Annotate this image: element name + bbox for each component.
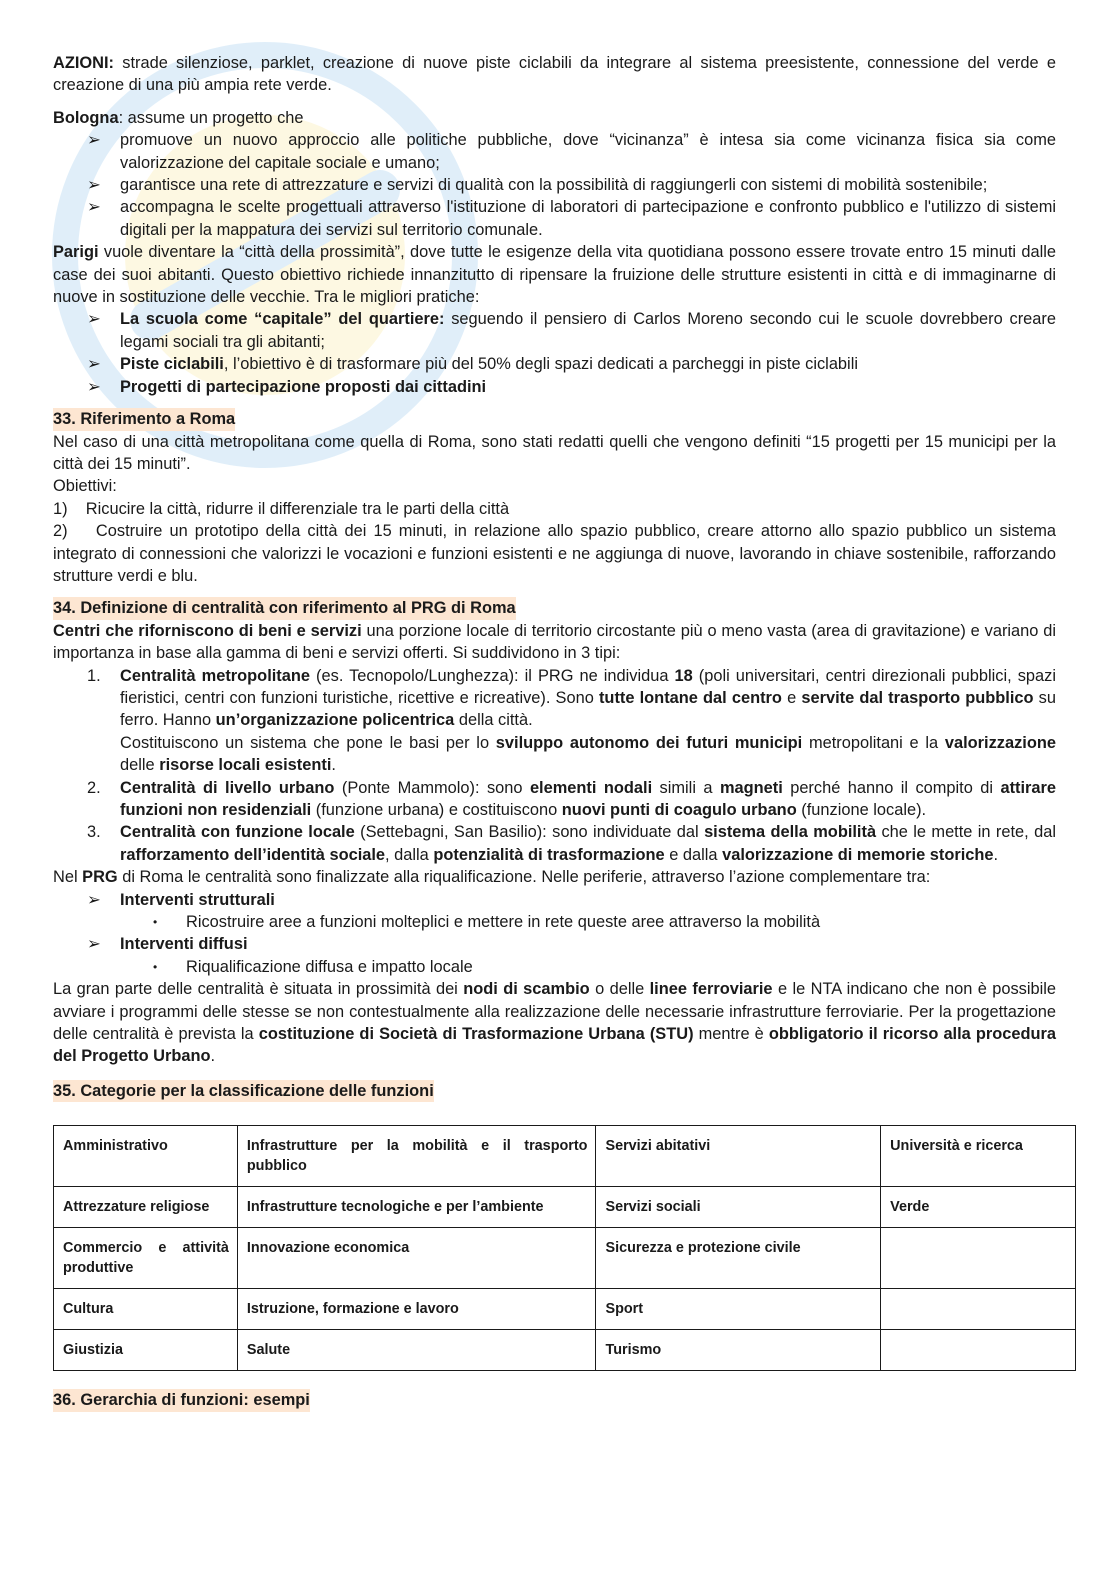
text: , dalla: [385, 845, 434, 864]
parigi-item-bold: Piste ciclabili: [120, 355, 224, 374]
bold-text: sviluppo autonomo dei futuri municipi: [495, 733, 803, 752]
parigi-text: vuole diventare la “città della prossimità”, dove tutte le esigenze della vita quotidiana possono essere trovate entro 15 minuti dalle case dei suoi abitanti. Questo obiettivo richiede innanzitutto di ripensare la fruizione delle strutture esistenti in città e di immaginarne di nuove in sostituzione delle vecchie. Tra le migliori pratiche:: [53, 243, 1056, 307]
bold-text: linee ferroviarie: [649, 980, 773, 999]
list-item: [53, 956, 1056, 978]
objective-text: Ricucire la città, ridurre il differenziale tra le parti della città: [85, 499, 510, 518]
stu-paragraph: [53, 978, 1056, 1068]
table-cell: Cultura: [54, 1289, 238, 1330]
list-item: [53, 376, 1056, 398]
list-item: [53, 196, 1056, 241]
bullet-icon: •: [153, 959, 158, 974]
bold-text: Centralità metropolitane: [120, 666, 311, 685]
text: (funzione urbana) e costituiscono: [311, 801, 562, 819]
text: (Settebagni, San Basilio): sono individuate dal: [354, 823, 705, 842]
table-row: [54, 1289, 1076, 1330]
bold-text: nodi di scambio: [463, 980, 590, 999]
interventi-sublist: [53, 911, 1056, 933]
section-34-heading-wrap: [53, 597, 1056, 619]
text: di Roma le centralità sono finalizzate alla riqualificazione. Nelle periferie, attraverso l’azione complementare tra:: [117, 868, 931, 887]
item-number: 1.: [87, 666, 101, 685]
bold-text: valorizzazione: [944, 733, 1056, 752]
arrow-icon: ➢: [87, 935, 101, 954]
table-cell: Sicurezza e protezione civile: [596, 1228, 881, 1289]
bold-text: sistema della mobilità: [704, 823, 877, 842]
categories-table: [53, 1125, 1076, 1371]
sec33-obiettivi-label: Obiettivi:: [53, 477, 117, 496]
text: (es. Tecnopolo/Lunghezza): il PRG ne individua: [310, 666, 675, 685]
item-number: 2.: [87, 778, 101, 797]
list-item: [53, 911, 1056, 933]
bullet-icon: •: [153, 915, 158, 930]
list-item: [53, 821, 1056, 866]
sec33-objective-2: [53, 520, 1056, 587]
parigi-list: [53, 308, 1056, 398]
table-cell: Attrezzature religiose: [54, 1187, 238, 1228]
section-35-heading: 35. Categorie per la classificazione delle funzioni: [53, 1080, 434, 1102]
bologna-list: [53, 129, 1056, 241]
parigi-item-bold: La scuola come “capitale” del quartiere:: [120, 310, 445, 329]
list-item: [53, 777, 1056, 822]
text: mentre è: [693, 1025, 769, 1044]
table-cell: [881, 1330, 1076, 1371]
table-cell: Servizi sociali: [596, 1187, 881, 1228]
bold-text: elementi nodali: [529, 778, 653, 797]
table-cell: Verde: [881, 1187, 1076, 1228]
bold-text: magneti: [719, 778, 783, 797]
interventi-label: Interventi diffusi: [120, 935, 248, 954]
item-number: 3.: [87, 823, 101, 842]
interventi-list: [53, 889, 1056, 911]
table-cell: Commercio e attività produttive: [54, 1228, 238, 1289]
arrow-icon: ➢: [87, 355, 101, 374]
table-cell: Sport: [596, 1289, 881, 1330]
objective-number: 2): [53, 522, 68, 541]
text: su ferro. Hanno: [120, 688, 1056, 730]
parigi-item-bold: Progetti di partecipazione proposti dai cittadini: [120, 377, 487, 396]
bold-text: Centralità con funzione locale: [120, 823, 355, 842]
bold-text: nuovi punti di coagulo urbano: [561, 801, 797, 819]
bold-text: obbligatorio il ricorso alla procedura del Progetto Urbano: [53, 1025, 1057, 1066]
table-cell: Servizi abitativi: [596, 1126, 881, 1187]
text: e le NTA indicano che non è possibile avviare i programmi delle stesse se non contestualmente alla realizzazione delle necessarie infrastrutture ferroviarie. Per la progettazione delle centralità è prevista la: [53, 980, 1056, 1044]
azioni-paragraph: [53, 52, 1056, 97]
bold-text: risorse locali esistenti: [159, 756, 332, 775]
bold-text: PRG: [82, 868, 118, 887]
azioni-label: AZIONI:: [53, 54, 115, 72]
centralita-list: [53, 665, 1056, 867]
text: delle: [120, 756, 160, 775]
bold-text: attirare funzioni non residenziali: [120, 778, 1057, 819]
section-33-heading-wrap: [53, 408, 1056, 430]
interventi-sub-text: Ricostruire aree a funzioni molteplici e mettere in rete queste aree attraverso la mobilità: [186, 913, 821, 932]
arrow-icon: ➢: [87, 198, 101, 217]
list-item: [53, 933, 1056, 955]
sec34-lead: [53, 620, 1056, 665]
table-cell: Istruzione, formazione e lavoro: [237, 1289, 596, 1330]
interventi-sub-text: Riqualificazione diffusa e impatto locale: [186, 957, 473, 976]
parigi-label: Parigi: [53, 243, 99, 262]
text: e dalla: [664, 845, 723, 864]
bold-text: rafforzamento dell’identità sociale: [120, 845, 386, 864]
table-cell: Turismo: [596, 1330, 881, 1371]
text: La gran parte delle centralità è situata in prossimità dei: [53, 980, 464, 999]
azioni-text: strade silenziose, parklet, creazione di nuove piste ciclabili da integrare al sistema preesistente, connessione del verde e creazione di una più ampia rete verde.: [53, 54, 1056, 95]
text: perché hanno il compito di: [782, 778, 1001, 797]
table-cell: Innovazione economica: [237, 1228, 596, 1289]
bologna-item-text: promuove un nuovo approccio alle politiche pubbliche, dove “vicinanza” è intesa sia come vicinanza fisica sia come valorizzazione del capitale sociale e umano;: [120, 131, 1056, 172]
arrow-icon: ➢: [87, 890, 101, 909]
text: o delle: [589, 980, 650, 999]
text: (funzione locale).: [796, 801, 927, 819]
bold-text: 18: [674, 666, 693, 685]
objective-text: Costruire un prototipo della città dei 15 minuti, in relazione allo spazio pubblico, creare attorno allo spazio pubblico un sistema integrato di connessioni che valorizzi le vocazioni e funzioni esistenti e ne aggiunga di nuove, lavorando in chiave sostenibile, rafforzando strutture verdi e blu.: [53, 522, 1056, 585]
list-item: [53, 308, 1056, 353]
text: .: [210, 1047, 216, 1066]
table-row: [54, 1187, 1076, 1228]
list-item: [53, 129, 1056, 174]
prg-paragraph: [53, 866, 1056, 888]
text: Costituiscono un sistema che pone le basi per lo: [120, 733, 496, 752]
list-item: [53, 889, 1056, 911]
text: e: [781, 688, 802, 707]
bold-text: servite dal trasporto pubblico: [801, 688, 1034, 707]
table-row: [54, 1126, 1076, 1187]
text: Nel: [53, 868, 83, 887]
table-cell: Infrastrutture tecnologiche e per l’ambiente: [237, 1187, 596, 1228]
bologna-label: Bologna: [53, 108, 119, 127]
bologna-lead-text: : assume un progetto che: [118, 108, 304, 127]
table-cell: [881, 1228, 1076, 1289]
list-item: [53, 353, 1056, 375]
objective-number: 1): [53, 499, 68, 518]
table-row: [54, 1228, 1076, 1289]
arrow-icon: ➢: [87, 131, 101, 150]
parigi-item-text: , l’obiettivo è di trasformare più del 50% degli spazi dedicati a parcheggi in piste ciclabili: [223, 355, 858, 374]
interventi-label: Interventi strutturali: [120, 890, 275, 909]
table-cell: Giustizia: [54, 1330, 238, 1371]
bologna-item-text: accompagna le scelte progettuali attraverso l'istituzione di laboratori di partecipazione e confronto pubblico e l'utilizzo di sistemi digitali per la mappatura dei servizi sul territorio comunale.: [120, 198, 1056, 239]
text: simili a: [652, 778, 720, 797]
text: .: [331, 756, 336, 775]
arrow-icon: ➢: [87, 310, 101, 329]
bologna-lead: [53, 107, 1056, 129]
interventi-list-2: [53, 933, 1056, 955]
bold-text: Centralità di livello urbano: [120, 778, 335, 797]
text: (Ponte Mammolo): sono: [334, 778, 530, 797]
bold-text: tutte lontane dal centro: [598, 688, 782, 707]
list-item: [53, 665, 1056, 777]
table-cell: Infrastrutture per la mobilità e il trasporto pubblico: [237, 1126, 596, 1187]
sec33-objective-1: [53, 498, 1056, 520]
text: (poli universitari, centri direzionali pubblici, spazi fieristici, centri con funzioni turistiche, ricettive e ricreative). Sono: [120, 666, 1056, 707]
parigi-paragraph: [53, 241, 1056, 308]
bold-text: costituzione di Società di Trasformazione Urbana (STU): [258, 1025, 694, 1044]
bold-text: potenzialità di trasformazione: [433, 845, 665, 864]
table-cell: Amministrativo: [54, 1126, 238, 1187]
section-35-heading-wrap: [53, 1080, 1056, 1102]
table-cell: Salute: [237, 1330, 596, 1371]
table-row: [54, 1330, 1076, 1371]
bologna-item-text: garantisce una rete di attrezzature e servizi di qualità con la possibilità di raggiungerli con sistemi di mobilità sostenibile;: [120, 176, 988, 195]
section-33-heading: 33. Riferimento a Roma: [53, 408, 235, 430]
list-item: [53, 174, 1056, 196]
section-36-heading: 36. Gerarchia di funzioni: esempi: [53, 1389, 310, 1411]
table-cell: [881, 1289, 1076, 1330]
text: della città.: [454, 711, 533, 730]
bold-text: valorizzazione di memorie storiche: [722, 845, 994, 864]
text: che le mette in rete, dal: [876, 823, 1056, 842]
text: metropolitani e la: [802, 733, 945, 752]
sec34-lead-text: una porzione locale di territorio circostante più o meno vasta (area di gravitazione) e variano di importanza in base alla gamma di beni e servizi offerti. Si suddividono in 3 tipi:: [53, 621, 1056, 663]
sec34-lead-bold: Centri che riforniscono di beni e servizi: [53, 621, 362, 640]
section-34-heading: 34. Definizione di centralità con riferimento al PRG di Roma: [53, 597, 516, 619]
text: .: [993, 845, 999, 864]
arrow-icon: ➢: [87, 377, 101, 396]
interventi-sublist-2: [53, 956, 1056, 978]
document-page: [53, 52, 1056, 1412]
table-cell: Università e ricerca: [881, 1126, 1076, 1187]
sec33-text: Nel caso di una città metropolitana come quella di Roma, sono stati redatti quelli che vengono definiti “15 progetti per 15 municipi per la città dei 15 minuti”.: [53, 432, 1056, 473]
parigi-item-text: seguendo il pensiero di Carlos Moreno secondo cui le scuole dovrebbero creare legami sociali tra gli abitanti;: [120, 310, 1056, 351]
arrow-icon: ➢: [87, 176, 101, 195]
bold-text: un’organizzazione policentrica: [215, 711, 455, 730]
section-36-heading-wrap: [53, 1389, 1056, 1411]
